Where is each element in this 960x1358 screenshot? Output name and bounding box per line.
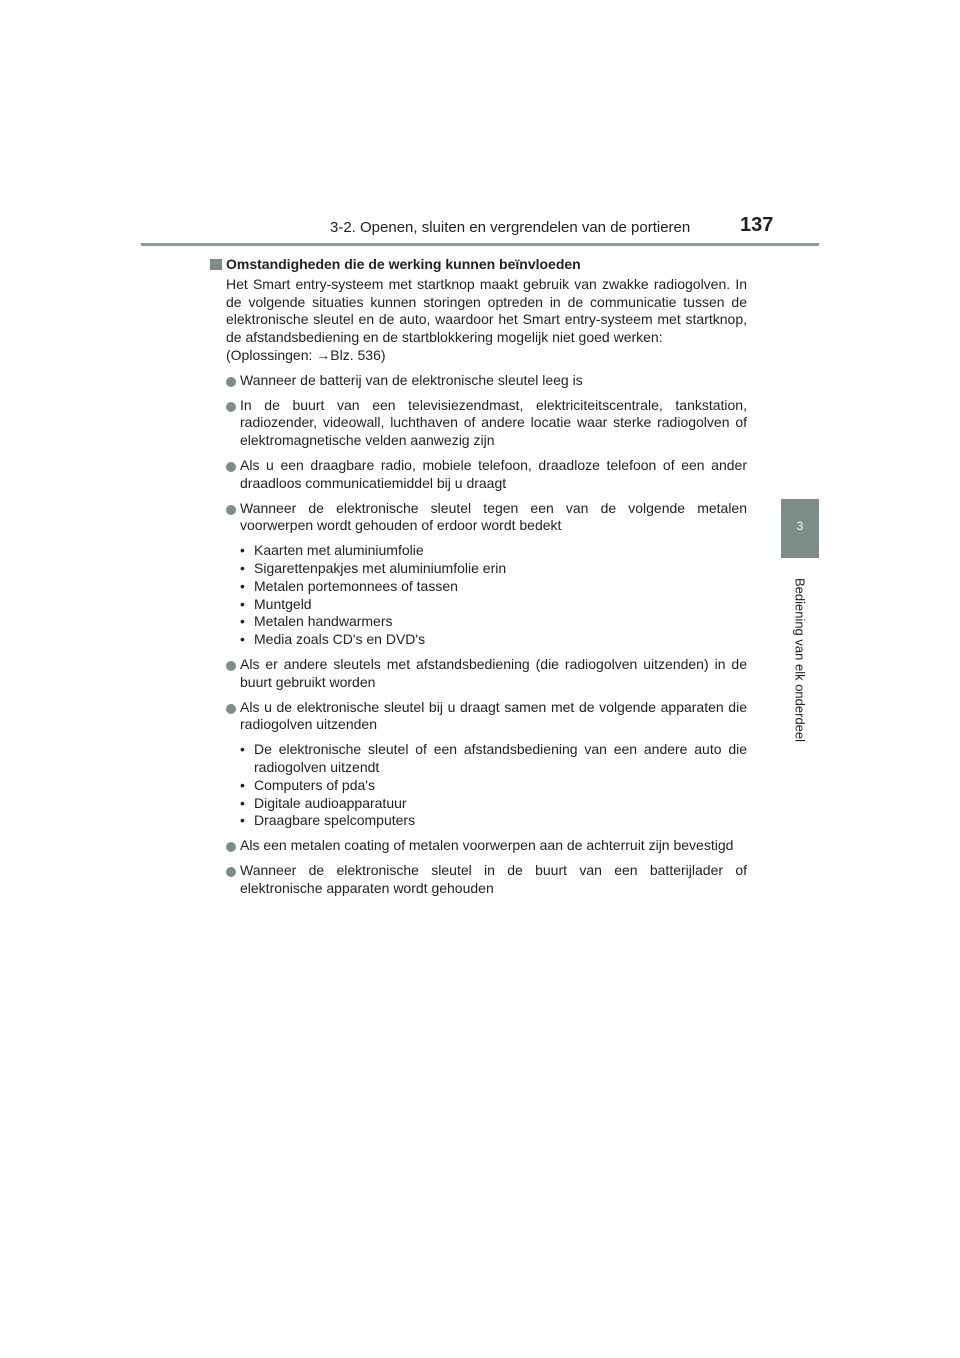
sub-list-item <box>240 631 747 649</box>
square-bullet-icon <box>210 259 222 270</box>
intro-text: Het Smart entry-systeem met startknop maakt gebruik van zwakke radiogolven. In de volgende situaties kunnen storingen optreden in de communicatie tussen de elektronische sleutel en de auto, waardoor het Smart entry-systeem met startknop, de afstandsbediening en de startblokkering mogelijk niet goed werken: <box>226 275 747 346</box>
sub-list-item <box>240 560 747 578</box>
sub-list-item <box>240 777 747 795</box>
main-content <box>210 256 747 898</box>
bullet-text: Als een metalen coating of metalen voorwerpen aan de achterruit zijn bevestigd <box>240 837 734 854</box>
sub-list-text: Kaarten met aluminiumfolie <box>254 542 424 559</box>
sub-list-item <box>240 741 747 777</box>
section-heading <box>210 256 747 274</box>
sub-list-text: Metalen portemonnees of tassen <box>254 577 458 594</box>
dot-bullet-icon: • <box>240 631 245 648</box>
dot-bullet-icon: • <box>240 595 245 612</box>
sub-list-item <box>240 596 747 614</box>
circle-bullet-icon <box>226 704 236 714</box>
bullet-list <box>210 372 747 898</box>
bullet-item <box>210 862 747 898</box>
dot-bullet-icon: • <box>240 776 245 793</box>
sub-list-text: Sigarettenpakjes met aluminiumfolie erin <box>254 559 507 576</box>
bullet-text: Als er andere sleutels met afstandsbediening (die radiogolven uitzenden) in de buurt gebruikt worden <box>240 655 747 690</box>
sub-list-text: Draagbare spelcomputers <box>254 812 416 829</box>
bullet-item <box>210 372 747 390</box>
circle-bullet-icon <box>226 661 236 671</box>
circle-bullet-icon <box>226 462 236 472</box>
bullet-text: Wanneer de elektronische sleutel in de buurt van een batterijlader of elektronische apparaten wordt gehouden <box>240 861 747 896</box>
header-rule <box>141 243 819 246</box>
circle-bullet-icon <box>226 377 236 387</box>
chapter-number: 3 <box>796 519 804 533</box>
chapter-label: Bediening van elk onderdeel <box>792 577 808 743</box>
circle-bullet-icon <box>226 842 236 852</box>
dot-bullet-icon: • <box>240 559 245 576</box>
bullet-item <box>210 837 747 855</box>
sub-list-text: Computers of pda's <box>254 776 375 793</box>
circle-bullet-icon <box>226 867 236 877</box>
bullet-item <box>210 457 747 493</box>
bullet-item <box>210 500 747 536</box>
page-number: 137 <box>740 214 774 236</box>
sub-list-text: Media zoals CD's en DVD's <box>254 631 426 648</box>
sub-list-text: Digitale audioapparatuur <box>254 794 407 811</box>
bullet-text: In de buurt van een televisiezendmast, elektriciteitscentrale, tankstation, radiozender, videowall, luchthaven of andere locatie waar sterke radiogolven of elektromagnetische velden aanwezig zijn <box>240 396 747 449</box>
chapter-tab <box>781 499 819 558</box>
sub-list-item <box>240 613 747 631</box>
dot-bullet-icon: • <box>240 577 245 594</box>
section-heading-text: Omstandigheden die de werking kunnen beïnvloeden <box>226 256 581 272</box>
bullet-text: Wanneer de batterij van de elektronische sleutel leeg is <box>240 371 583 388</box>
intro-paragraph <box>226 276 747 365</box>
dot-bullet-icon: • <box>240 812 245 829</box>
sub-list <box>240 741 747 830</box>
bullet-item <box>210 699 747 735</box>
dot-bullet-icon: • <box>240 741 245 758</box>
sub-list-text: Metalen handwarmers <box>254 613 393 630</box>
sub-list <box>240 542 747 649</box>
reference-text: (Oplossingen: →Blz. 536) <box>226 346 386 363</box>
circle-bullet-icon <box>226 505 236 515</box>
sub-list-item <box>240 578 747 596</box>
header-title: 3-2. Openen, sluiten en vergrendelen van de portieren <box>330 219 691 236</box>
dot-bullet-icon: • <box>240 542 245 559</box>
dot-bullet-icon: • <box>240 794 245 811</box>
bullet-text: Als u de elektronische sleutel bij u draagt samen met de volgende apparaten die radiogolven uitzenden <box>240 698 747 733</box>
bullet-item <box>210 397 747 450</box>
bullet-text: Wanneer de elektronische sleutel tegen een van de volgende metalen voorwerpen wordt gehouden of erdoor wordt bedekt <box>240 499 747 534</box>
sub-list-text: De elektronische sleutel of een afstandsbediening van een andere auto die radiogolven uitzendt <box>254 741 747 775</box>
sub-list-text: Muntgeld <box>254 595 312 612</box>
sub-list-item <box>240 812 747 830</box>
sub-list-item <box>240 542 747 560</box>
bullet-text: Als u een draagbare radio, mobiele telefoon, draadloze telefoon of een ander draadloos communicatiemiddel bij u draagt <box>240 456 747 491</box>
sub-list-item <box>240 795 747 813</box>
circle-bullet-icon <box>226 402 236 412</box>
bullet-item <box>210 656 747 692</box>
dot-bullet-icon: • <box>240 613 245 630</box>
